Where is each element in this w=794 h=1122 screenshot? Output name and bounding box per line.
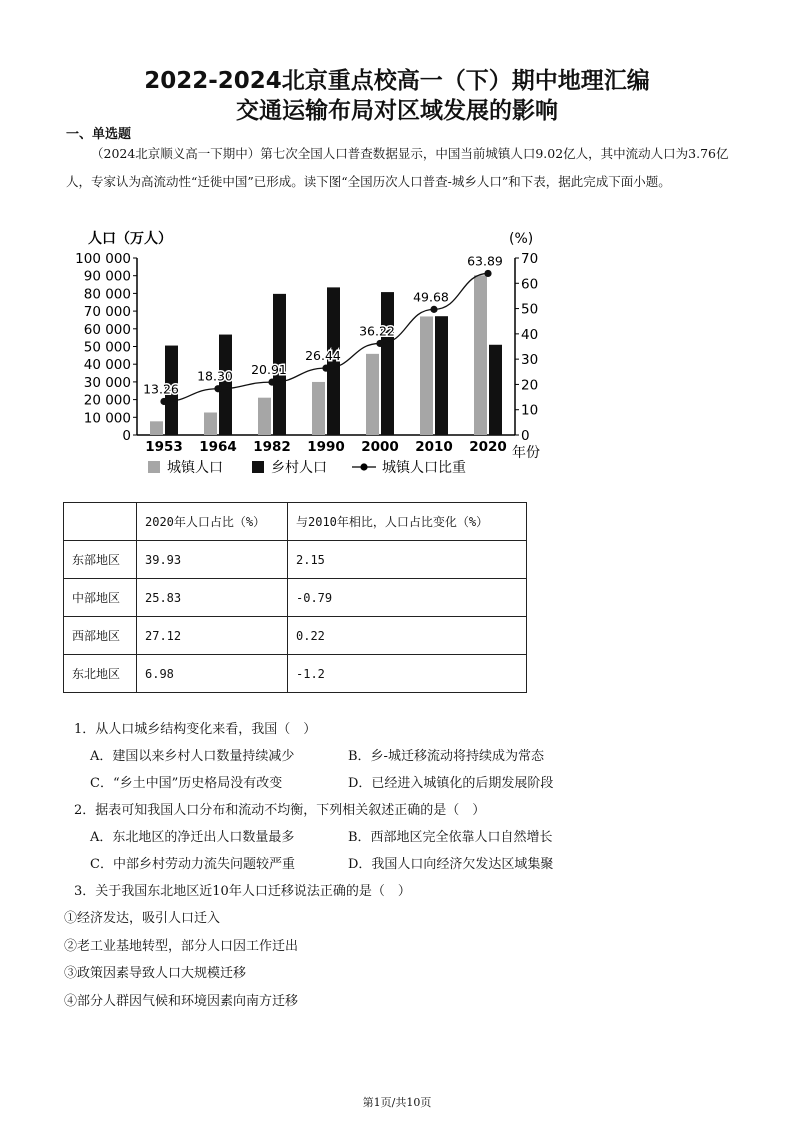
urban-population-bar [312, 382, 325, 435]
option-d[interactable]: D．已经进入城镇化的后期发展阶段 [348, 776, 554, 791]
rural-population-bar [219, 335, 232, 435]
x-tick-label: 1964 [199, 439, 237, 455]
table-cell: 27.12 [137, 617, 288, 655]
option-b[interactable]: B．乡-城迁移流动将持续成为常态 [348, 749, 544, 764]
urban-ratio-label: 18.30 [197, 368, 233, 384]
legend-ratio-label: 城镇人口比重 [382, 460, 466, 476]
question-list [74, 716, 606, 905]
left-tick-label: 50 000 [83, 339, 131, 356]
rural-population-bar [435, 316, 448, 435]
table-cell: 东北地区 [64, 655, 137, 693]
table-cell: 0.22 [288, 617, 527, 655]
left-tick-label: 100 000 [75, 251, 131, 267]
table-header-cell: 2020年人口占比（%） [137, 503, 288, 541]
urban-ratio-point [376, 340, 383, 347]
table-row [64, 655, 527, 693]
right-tick-label: 0 [521, 428, 530, 444]
left-tick-label: 10 000 [83, 410, 131, 427]
x-tick-label: 2010 [415, 439, 453, 455]
table-cell: -1.2 [288, 655, 527, 693]
table-cell: 东部地区 [64, 541, 137, 579]
page-footer: 第1页/共10页 [362, 1096, 432, 1109]
urban-ratio-point [160, 398, 167, 405]
urban-population-bar [204, 413, 217, 435]
table-cell: 6.98 [137, 655, 288, 693]
legend-rural-swatch [252, 461, 264, 473]
statement-item[interactable]: ③政策因素导致人口大规模迁移 [64, 966, 247, 981]
y-axis-left-title: 人口（万人） [88, 231, 172, 247]
population-chart [60, 225, 560, 487]
table-header-cell: 与2010年相比，人口占比变化（%） [288, 503, 527, 541]
table-cell: 39.93 [137, 541, 288, 579]
question-stem: 1．从人口城乡结构变化来看，我国（ ） [74, 722, 317, 737]
table-cell: 2.15 [288, 541, 527, 579]
legend-urban-label: 城镇人口 [167, 460, 223, 476]
right-tick-label: 70 [521, 251, 539, 267]
rural-population-bar [489, 345, 502, 435]
option-d[interactable]: D．我国人口向经济欠发达区域集聚 [348, 857, 554, 872]
right-tick-label: 30 [521, 352, 539, 369]
section-heading: 一、单选题 [66, 127, 132, 142]
left-tick-label: 60 000 [83, 321, 131, 338]
x-axis-title: 年份 [512, 445, 540, 461]
table-row [64, 541, 527, 579]
urban-ratio-label: 36.22 [359, 323, 395, 339]
right-tick-label: 20 [521, 377, 539, 394]
urban-ratio-point [484, 270, 491, 277]
x-tick-label: 2000 [361, 439, 399, 455]
urban-ratio-point [214, 385, 221, 392]
table-header-row [64, 503, 527, 541]
urban-ratio-point [322, 365, 329, 372]
region-population-table [63, 502, 527, 693]
legend-urban-swatch [148, 461, 160, 473]
legend-rural-label: 乡村人口 [271, 460, 327, 476]
urban-ratio-label: 26.44 [305, 348, 341, 364]
intro-paragraph: （2024北京顺义高一下期中）第七次全国人口普查数据显示，中国当前城镇人口9.02亿人，其中流动人口为3.76亿人，专家认为高流动性“迁徙中国”已形成。读下图“全国历次人口普查-城乡人口”和下表，据此完成下面小题。 [66, 146, 729, 189]
option-row [74, 824, 606, 851]
x-tick-label: 2020 [469, 439, 507, 455]
left-tick-label: 80 000 [83, 286, 131, 303]
table-cell: 25.83 [137, 579, 288, 617]
table-row [64, 617, 527, 655]
left-tick-label: 70 000 [83, 304, 131, 321]
page-subtitle: 交通运输布局对区域发展的影响 [236, 98, 558, 124]
urban-ratio-label: 20.91 [251, 362, 287, 378]
option-c[interactable]: C．中部乡村劳动力流失问题较严重 [90, 857, 295, 872]
statement-item[interactable]: ④部分人群因气候和环境因素向南方迁移 [64, 993, 299, 1009]
page-title: 2022-2024北京重点校高一（下）期中地理汇编 [144, 68, 650, 94]
left-tick-label: 0 [122, 428, 131, 444]
option-a[interactable]: A．东北地区的净迁出人口数量最多 [90, 830, 295, 845]
option-a[interactable]: A．建国以来乡村人口数量持续减少 [90, 749, 295, 764]
statement-item[interactable]: ①经济发达，吸引人口迁入 [64, 911, 221, 926]
left-tick-label: 30 000 [83, 374, 131, 391]
option-row [74, 851, 606, 878]
table-header-cell [64, 503, 137, 541]
urban-population-bar [150, 421, 163, 435]
rural-population-bar [381, 292, 394, 435]
right-tick-label: 60 [521, 276, 539, 293]
x-tick-label: 1982 [253, 439, 291, 455]
question-stem: 2．据表可知我国人口分布和流动不均衡，下列相关叙述正确的是（ ） [74, 803, 486, 818]
y-axis-right-title: (%) [509, 231, 534, 247]
option-c[interactable]: C．“乡土中国”历史格局没有改变 [90, 776, 283, 791]
table-cell: 中部地区 [64, 579, 137, 617]
right-tick-label: 10 [521, 402, 539, 419]
option-b[interactable]: B．西部地区完全依靠人口自然增长 [348, 830, 553, 845]
table-row [64, 579, 527, 617]
left-tick-label: 40 000 [83, 357, 131, 374]
statement-item[interactable]: ②老工业基地转型，部分人口因工作迁出 [64, 938, 299, 954]
x-tick-label: 1953 [145, 439, 183, 455]
left-tick-label: 20 000 [83, 392, 131, 409]
urban-ratio-point [268, 379, 275, 386]
urban-ratio-label: 63.89 [467, 253, 503, 269]
urban-ratio-label: 13.26 [143, 381, 179, 397]
table-cell: -0.79 [288, 579, 527, 617]
urban-population-bar [258, 398, 271, 435]
right-tick-label: 50 [521, 301, 539, 318]
legend-ratio-marker [360, 463, 367, 470]
x-tick-label: 1990 [307, 439, 345, 455]
left-tick-label: 90 000 [83, 268, 131, 285]
statement-list [64, 905, 298, 1015]
urban-population-bar [420, 316, 433, 435]
question-stem: 3．关于我国东北地区近10年人口迁移说法正确的是（ ） [74, 884, 411, 899]
option-row [74, 743, 606, 770]
table-cell: 西部地区 [64, 617, 137, 655]
right-tick-label: 40 [521, 326, 539, 343]
urban-ratio-point [430, 306, 437, 313]
urban-population-bar [366, 354, 379, 435]
option-row [74, 770, 606, 797]
urban-population-bar [474, 275, 487, 435]
urban-ratio-label: 49.68 [413, 289, 449, 305]
